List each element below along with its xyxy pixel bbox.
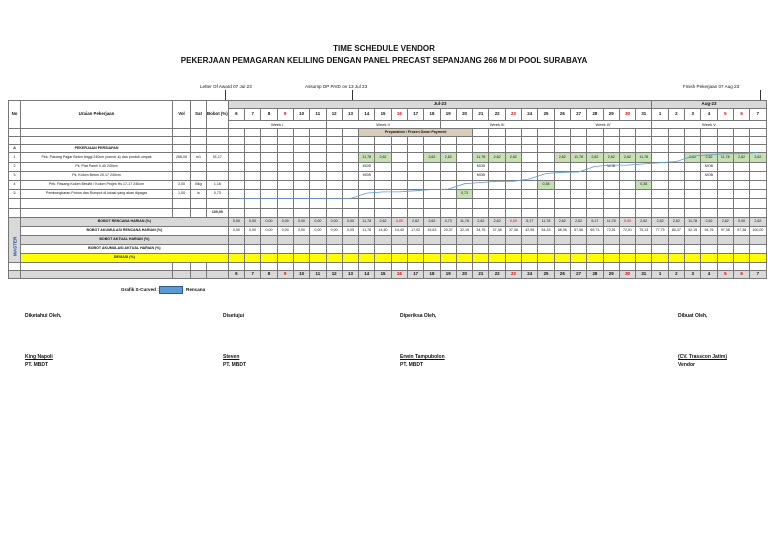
bar-value: 11,78	[570, 153, 586, 163]
row-bobot: 0,73	[207, 190, 229, 199]
header-bobot: Bobot (%)	[207, 101, 229, 129]
mob-label: MOB	[359, 163, 375, 172]
bar-value: 2,62	[685, 153, 701, 163]
mob-label: MOB	[473, 163, 489, 172]
header-day: 13	[342, 109, 358, 121]
header-day: 16	[391, 109, 407, 121]
footer-day: 12	[326, 271, 342, 279]
summary-value: 0,00	[342, 218, 358, 227]
finish-marker: Finish Pekerjaan 07 Aug 23	[683, 84, 740, 89]
header-day: 24	[522, 109, 538, 121]
summary-value: 97,38	[717, 227, 733, 236]
footer-day: 18	[424, 271, 440, 279]
table-row	[9, 153, 767, 163]
footer-day: 20	[456, 271, 472, 279]
signature-org: PT. MBDT	[400, 362, 424, 368]
footer-day: 7	[245, 271, 261, 279]
summary-value: 97,38	[733, 227, 749, 236]
bar-value: 2,62	[750, 153, 766, 163]
footer-day: 29	[603, 271, 619, 279]
row-label: Pembongkaran Pohon dan Rumput di lokasi yang akan dipagar	[21, 190, 173, 199]
row-no: 4	[9, 181, 21, 190]
header-day: 5	[717, 109, 733, 121]
footer-day: 4	[701, 271, 717, 279]
header-day: 10	[293, 109, 309, 121]
row-label: Pek. Pasang Kolom Besi/kt / Kolom Projek Hs 17-17 240cm	[21, 181, 173, 190]
footer-day: 5	[717, 271, 733, 279]
header-vol: Vol	[173, 101, 191, 129]
summary-value: 0,00	[245, 218, 261, 227]
document-subtitle: PEKERJAAN PEMAGARAN KELILING DENGAN PANEL PRECAST SEPANJANG 266 M DI POOL SURABAYA	[180, 56, 588, 65]
header-sat: Sat	[191, 101, 207, 129]
footer-day: 17	[408, 271, 424, 279]
header-day: 8	[261, 109, 277, 121]
table-row	[9, 181, 767, 190]
summary-value: 0,00	[310, 227, 326, 236]
footer-day: 31	[636, 271, 652, 279]
bar-value: 0,73	[456, 190, 472, 199]
bar-value: 2,62	[489, 153, 505, 163]
summary-value: 0,00	[293, 218, 309, 227]
row-sat	[191, 163, 207, 172]
summary-value: 2,62	[652, 218, 668, 227]
summary-value: 0,00	[342, 227, 358, 236]
row-vol: 266,00	[173, 153, 191, 163]
document-title: TIME SCHEDULE VENDOR	[333, 44, 435, 53]
mob-label: MOB	[359, 172, 375, 181]
summary-label: BOBOT AKTUAL HARIAN (%)	[21, 236, 229, 245]
summary-value: 0,00	[228, 218, 244, 227]
footer-day: 13	[342, 271, 358, 279]
bar-value: 11,78	[359, 153, 375, 163]
header-week: Week V	[652, 121, 766, 129]
row-sat: Bkg	[191, 181, 207, 190]
row-vol	[173, 163, 191, 172]
footer-day: 8	[261, 271, 277, 279]
footer-day: 19	[440, 271, 456, 279]
row-no: 3	[9, 172, 21, 181]
bar-value: 2,62	[587, 153, 603, 163]
summary-value: 42,55	[522, 227, 538, 236]
header-day: 2	[668, 109, 684, 121]
summary-value: 0,00	[228, 227, 244, 236]
summary-value: 37,38	[489, 227, 505, 236]
bar-value: 0,38	[636, 181, 652, 190]
header-uraian: Uraian Pekerjaan	[21, 101, 173, 129]
footer-day: 21	[473, 271, 489, 279]
header-no: No	[9, 101, 21, 129]
legend-series-rencana: Rencana	[186, 287, 206, 292]
header-day: 14	[359, 109, 375, 121]
row-sat: m1	[191, 153, 207, 163]
footer-day: 6	[733, 271, 749, 279]
footer-day: 1	[652, 271, 668, 279]
dp-paid-marker: Assump DP PAID on 13 Jul 23	[305, 84, 368, 89]
signature-name: King Napoli	[25, 354, 53, 360]
summary-value: 80,37	[668, 227, 684, 236]
header-day: 30	[619, 109, 635, 121]
mob-label: MOB	[701, 163, 717, 172]
footer-day: 7	[750, 271, 766, 279]
header-week: Week II	[326, 121, 440, 129]
header-day: 31	[636, 109, 652, 121]
table-row	[9, 218, 767, 227]
header-day: 3	[685, 109, 701, 121]
legend-swatch-rencana	[159, 286, 183, 294]
table-row	[9, 101, 767, 109]
summary-value: 2,62	[375, 218, 391, 227]
total-bobot: 100,00	[207, 209, 229, 218]
summary-value: 2,62	[554, 218, 570, 227]
summary-value: 0,00	[261, 227, 277, 236]
row-no: 5	[9, 190, 21, 199]
bar-value: 2,62	[505, 153, 521, 163]
mob-label: MOB	[603, 163, 619, 172]
summary-value: 2,62	[701, 218, 717, 227]
header-day: 21	[473, 109, 489, 121]
summary-value: 2,62	[424, 218, 440, 227]
row-vol: 1,00	[173, 190, 191, 199]
bar-value: 2,62	[701, 153, 717, 163]
summary-value: 2,62	[750, 218, 766, 227]
bar-value: 2,62	[619, 153, 635, 163]
summary-value: 2,62	[668, 218, 684, 227]
bar-value: 11,78	[473, 153, 489, 163]
summary-value: 0,00	[277, 218, 293, 227]
summary-value: 32,15	[456, 227, 472, 236]
table-row	[9, 137, 767, 145]
row-vol	[173, 172, 191, 181]
header-day: 19	[440, 109, 456, 121]
bar-value: 2,62	[733, 153, 749, 163]
section-no: A	[9, 145, 21, 153]
summary-value: 100,00	[750, 227, 766, 236]
footer-day: 16	[391, 271, 407, 279]
signature-name: Erwin Tampubolon	[400, 354, 445, 360]
summary-value: 69,73	[587, 227, 603, 236]
row-vol: 3,00	[173, 181, 191, 190]
header-day: 26	[554, 109, 570, 121]
header-day: 11	[310, 109, 326, 121]
summary-value: 0,00	[326, 227, 342, 236]
summary-value: 14,40	[391, 227, 407, 236]
summary-value: 14,40	[375, 227, 391, 236]
footer-day: 6	[228, 271, 244, 279]
summary-value: 2,62	[408, 218, 424, 227]
footer-day: 27	[570, 271, 586, 279]
summary-value: 72,51	[619, 227, 635, 236]
signature-org: Vendor	[678, 362, 695, 368]
signature-name: Steven	[223, 354, 240, 360]
row-sat: ls	[191, 190, 207, 199]
header-day: 17	[408, 109, 424, 121]
summary-value: 34,76	[473, 227, 489, 236]
header-day: 27	[570, 109, 586, 121]
summary-value: 57,56	[570, 227, 586, 236]
letter-of-award-marker: Letter Of Award 07 Jul 23	[200, 84, 252, 89]
row-label: Pk. Plat Panel 0.40 240cm	[21, 163, 173, 172]
header-week: Week IV	[554, 121, 652, 129]
header-day: 29	[603, 109, 619, 121]
preparation-label: Preparation / Frozen Down Payment	[359, 129, 473, 137]
table-row	[9, 263, 767, 271]
row-no: 1	[9, 153, 21, 163]
bar-value: 2,62	[603, 153, 619, 163]
signature-name: (CV. Trasscon Jatim)	[678, 354, 728, 360]
summary-value: 0,00	[391, 218, 407, 227]
row-bobot	[207, 172, 229, 181]
summary-value: 0,00	[733, 218, 749, 227]
table-row	[9, 145, 767, 153]
footer-day: 30	[619, 271, 635, 279]
summary-value: 2,62	[570, 218, 586, 227]
summary-value: 11,78	[603, 218, 619, 227]
row-label: Pk. Kolom Beton 20.17 240cm	[21, 172, 173, 181]
summary-value: 11,78	[685, 218, 701, 227]
summary-value: 2,62	[636, 218, 652, 227]
bar-value: 2,62	[554, 153, 570, 163]
table-row	[9, 172, 767, 181]
summary-label: DEVIASI (%)	[21, 254, 229, 263]
footer-day: 26	[554, 271, 570, 279]
bar-value: 11,78	[636, 153, 652, 163]
footer-day: 3	[685, 271, 701, 279]
summary-value: 0,00	[505, 218, 521, 227]
table-row	[9, 190, 767, 199]
legend-label: Grafik S-Curved :	[121, 287, 159, 292]
schedule-table	[8, 100, 767, 279]
footer-day: 23	[505, 271, 521, 279]
header-day: 28	[587, 109, 603, 121]
summary-value: 20,37	[440, 227, 456, 236]
footer-day: 15	[375, 271, 391, 279]
table-row	[9, 209, 767, 218]
footer-day: 28	[587, 271, 603, 279]
footer-day: 9	[277, 271, 293, 279]
header-day: 4	[701, 109, 717, 121]
header-day: 15	[375, 109, 391, 121]
summary-value: 11,78	[359, 218, 375, 227]
summary-value: 54,33	[538, 227, 554, 236]
header-month-jul: Jul-23	[228, 101, 652, 109]
bar-value: 2,62	[424, 153, 440, 163]
bar-value: 2,62	[440, 153, 456, 163]
summary-value: 5,17	[587, 218, 603, 227]
header-day: 12	[326, 109, 342, 121]
summary-value: 56,95	[554, 227, 570, 236]
summary-label: BOBOT AKUMULASI RENCANA HARIAN (%)	[21, 227, 229, 236]
summary-value: 2,62	[489, 218, 505, 227]
signature-role: Dibuat Oleh,	[678, 313, 708, 319]
bar-value: 0,38	[538, 181, 554, 190]
summary-label: BOBOT RENCANA HARIAN (%)	[21, 218, 229, 227]
row-bobot	[207, 163, 229, 172]
signature-org: PT. MBDT	[223, 362, 247, 368]
header-week: Week III	[440, 121, 554, 129]
table-row	[9, 236, 767, 245]
summary-value: 94,76	[701, 227, 717, 236]
header-day: 22	[489, 109, 505, 121]
summary-value: 0,00	[245, 227, 261, 236]
header-week: Week I	[228, 121, 326, 129]
summary-value: 75,13	[636, 227, 652, 236]
row-no: 2	[9, 163, 21, 172]
header-day: 6	[228, 109, 244, 121]
header-day: 18	[424, 109, 440, 121]
summary-value: 0,00	[261, 218, 277, 227]
signature-role: Diperiksa Oleh,	[400, 313, 437, 319]
header-day: 20	[456, 109, 472, 121]
footer-day: 25	[538, 271, 554, 279]
summary-value: 0,00	[310, 218, 326, 227]
header-day: 9	[277, 109, 293, 121]
summary-value: 11,78	[538, 218, 554, 227]
summary-value: 0,00	[619, 218, 635, 227]
summary-value: 5,17	[522, 218, 538, 227]
summary-value: 0,00	[326, 218, 342, 227]
header-day: 7	[245, 109, 261, 121]
table-row	[9, 271, 767, 279]
summary-value: 72,51	[603, 227, 619, 236]
header-day: 6	[733, 109, 749, 121]
footer-day: 24	[522, 271, 538, 279]
signature-role: Diketahui Oleh,	[25, 313, 62, 319]
header-day: 23	[505, 109, 521, 121]
row-bobot: 1,16	[207, 181, 229, 190]
header-month-aug: Aug-23	[652, 101, 766, 109]
summary-label: BOBOT AKUMULASI AKTUAL HARIAN (%)	[21, 245, 229, 254]
row-sat	[191, 172, 207, 181]
table-row	[9, 199, 767, 209]
summary-value: 11,78	[359, 227, 375, 236]
signature-org: PT. MBDT	[25, 362, 49, 368]
mob-label: MOB	[701, 172, 717, 181]
row-label: Pek. Pasang Pagar Beton tinggi 240cm (corner-k) dan produk umpak	[21, 153, 173, 163]
footer-day: 10	[293, 271, 309, 279]
summary-value: 0,00	[277, 227, 293, 236]
footer-day: 11	[310, 271, 326, 279]
summary-value: 17,02	[408, 227, 424, 236]
bar-value: 11,78	[717, 153, 733, 163]
row-bobot: 91,17	[207, 153, 229, 163]
footer-day: 14	[359, 271, 375, 279]
table-row	[9, 129, 767, 137]
summary-value: 2,62	[717, 218, 733, 227]
header-day: 1	[652, 109, 668, 121]
table-row	[9, 254, 767, 263]
signature-role: Disetujui	[223, 313, 245, 319]
table-row	[9, 163, 767, 172]
section-label: PEKERJAAN PERSIAPAN	[21, 145, 173, 153]
master-side-label: MASTER	[12, 236, 18, 256]
footer-day: 2	[668, 271, 684, 279]
bar-value: 2,62	[375, 153, 391, 163]
summary-value: 0,73	[440, 218, 456, 227]
summary-value: 0,00	[293, 227, 309, 236]
header-day: 25	[538, 109, 554, 121]
summary-value: 11,78	[456, 218, 472, 227]
footer-day: 22	[489, 271, 505, 279]
summary-value: 19,63	[424, 227, 440, 236]
summary-value: 77,75	[652, 227, 668, 236]
summary-value: 2,62	[473, 218, 489, 227]
table-row	[9, 227, 767, 236]
summary-value: 37,38	[505, 227, 521, 236]
table-row	[9, 245, 767, 254]
mob-label: MOB	[473, 172, 489, 181]
summary-value: 92,15	[685, 227, 701, 236]
header-day: 7	[750, 109, 766, 121]
